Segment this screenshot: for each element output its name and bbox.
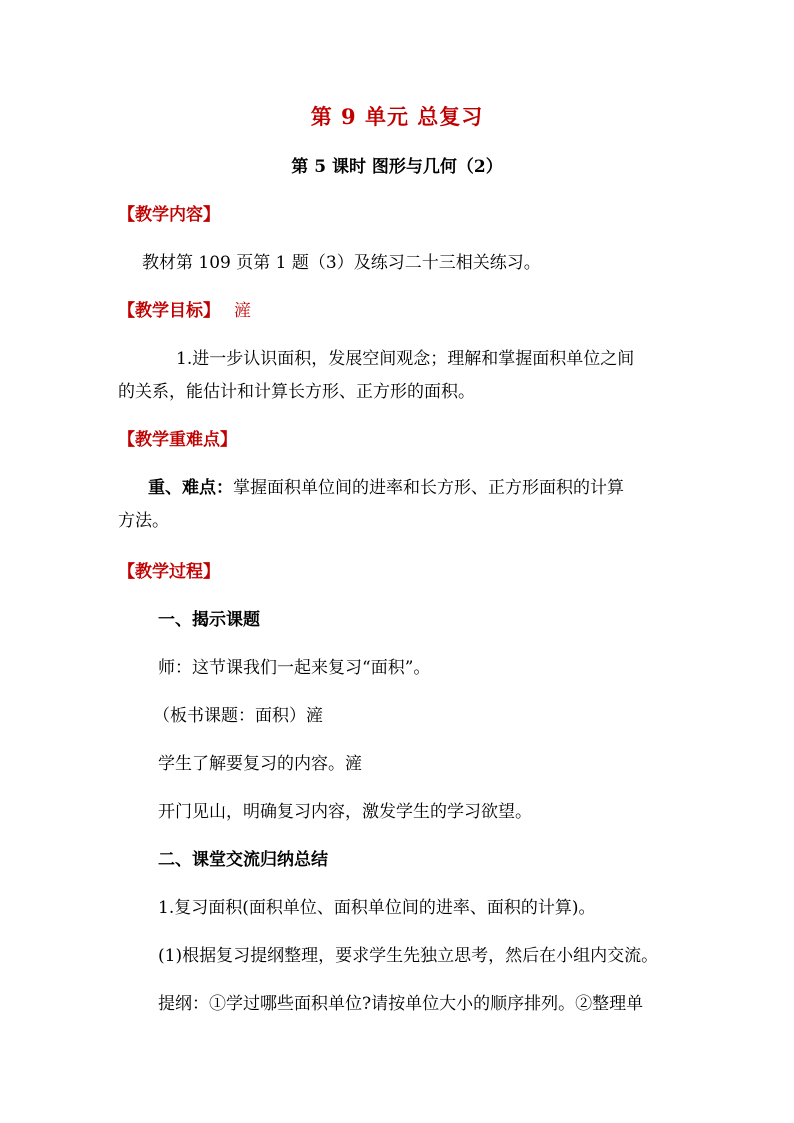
lesson-subtitle: 第 5 课时 图形与几何（2）: [291, 157, 503, 177]
content-text: 教材第 109 页第 1 题（3）及练习二十三相关练习。: [142, 253, 541, 273]
section-heading-key-points: 【教学重难点】: [118, 430, 237, 450]
key-points-line-2: 方法。: [118, 511, 169, 531]
section-heading-process: 【教学过程】: [118, 562, 220, 582]
section-heading-goals: 【教学目标】: [118, 301, 220, 321]
step-1-line-3: [158, 753, 362, 775]
step-1-line-2-text: （板书课题：面积）: [153, 706, 306, 726]
step-2-heading: 二、课堂交流归纳总结: [158, 850, 328, 870]
step-2-line-1: 1.复习面积(面积单位、面积单位间的进率、面积的计算)。: [158, 898, 596, 918]
step-1-line-3-mark: 滻: [345, 754, 362, 774]
key-points-text: 掌握面积单位间的进率和长方形、正方形面积的计算: [233, 478, 624, 498]
step-1-line-1: 师：这节课我们一起来复习“面积”。: [158, 658, 431, 678]
goals-line-1: 1.进一步认识面积，发展空间观念；理解和掌握面积单位之间: [176, 349, 635, 369]
step-1-heading: 一、揭示课题: [158, 610, 260, 630]
document-title: 第 9 单元 总复习: [310, 104, 484, 129]
goals-line-2: 的关系，能估计和计算长方形、正方形的面积。: [118, 382, 475, 402]
step-1-line-4: 开门见山，明确复习内容，激发学生的学习欲望。: [158, 802, 532, 822]
goals-mark: 滻: [234, 301, 251, 321]
step-2-line-2: (1)根据复习提纲整理，要求学生先独立思考，然后在小组内交流。: [158, 946, 659, 966]
key-points-line-1: [148, 477, 624, 499]
goals-heading-row: [118, 300, 251, 322]
section-heading-content: 【教学内容】: [118, 205, 220, 225]
step-1-line-3-text: 学生了解要复习的内容。: [158, 754, 345, 774]
step-1-line-2-mark: 滻: [306, 706, 323, 726]
step-1-line-2: [153, 705, 323, 727]
key-points-label: 重、难点：: [148, 478, 233, 498]
step-2-line-3: 提纲：①学过哪些面积单位?请按单位大小的顺序排列。②整理单: [158, 994, 644, 1014]
